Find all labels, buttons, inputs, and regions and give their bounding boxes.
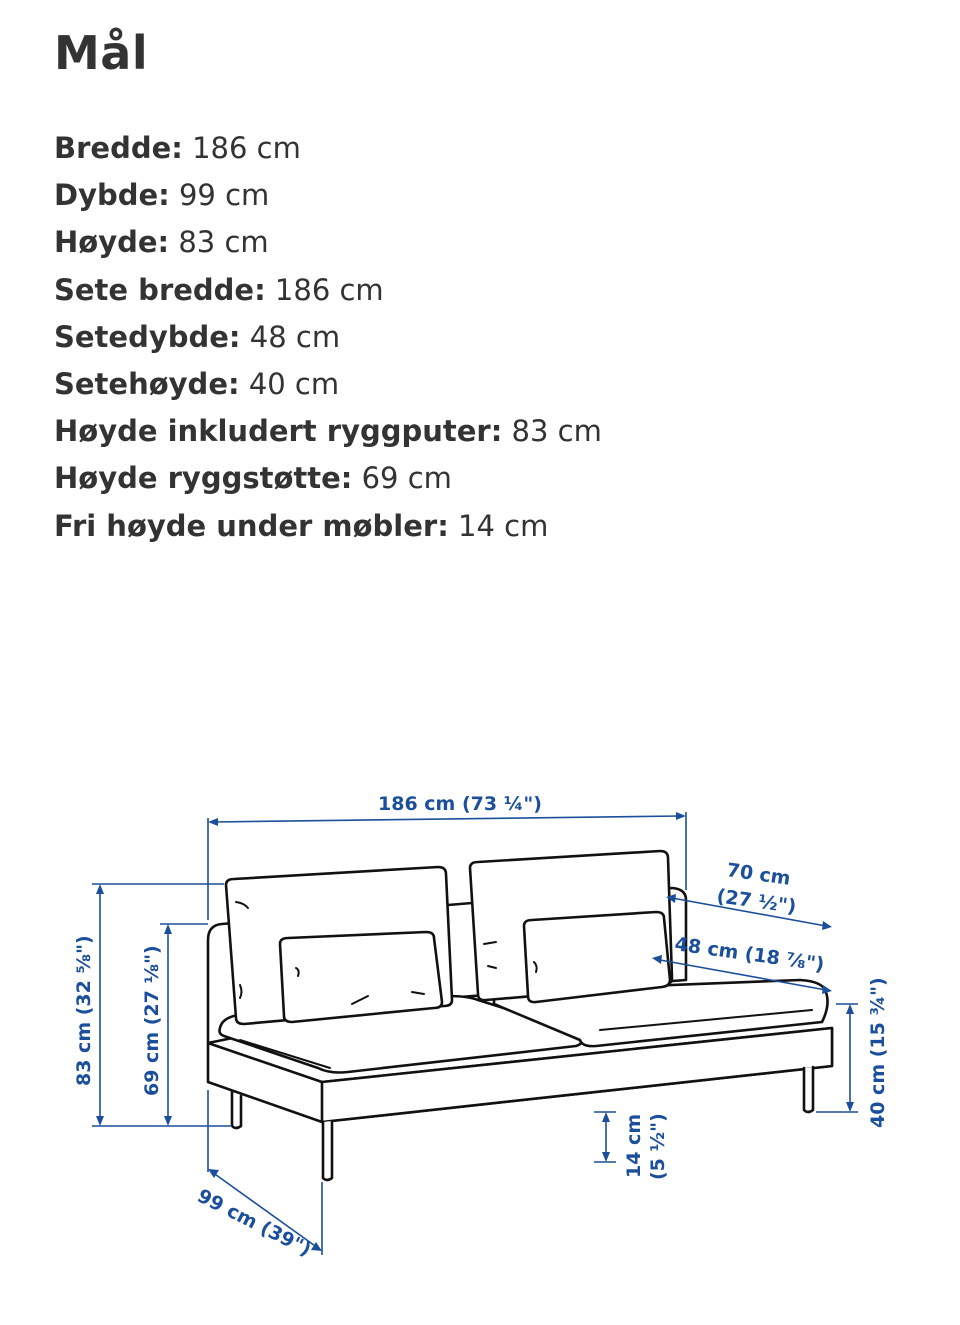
dim-height-total-label: 83 cm (32 ⅝") (73, 935, 95, 1086)
sofa-leg-front-right (804, 1067, 813, 1112)
spec-row-seat-depth (54, 317, 602, 364)
sofa-leg-front-left (323, 1121, 332, 1180)
spec-label: Bredde: (54, 131, 183, 165)
arrow-icon (602, 1152, 610, 1162)
spec-value: 83 cm (511, 414, 602, 449)
arrow-icon (602, 1112, 610, 1122)
page-title: Mål (54, 26, 149, 80)
spec-value: 83 cm (178, 225, 269, 260)
spec-value: 40 cm (248, 366, 340, 401)
arrow-icon (96, 884, 104, 894)
spec-label: Fri høyde under møbler: (54, 508, 449, 543)
dimensions-list (54, 128, 602, 553)
spec-label: Høyde: (54, 225, 170, 260)
width-dimension-line (214, 816, 680, 822)
spec-row-depth (54, 175, 602, 222)
spec-row-seat-height (54, 364, 602, 411)
arrow-icon (208, 818, 218, 826)
arrow-icon (846, 1102, 854, 1112)
sofa-dimension-diagram (0, 760, 960, 1300)
dim-depth-total-label: 99 cm (39") (193, 1184, 315, 1261)
arrow-icon (164, 924, 172, 934)
spec-label: Dybde: (54, 178, 170, 213)
arrow-icon (96, 1116, 104, 1126)
spec-label: Sete bredde: (54, 272, 266, 307)
spec-value: 69 cm (361, 461, 452, 496)
spec-row-seat-width (54, 270, 602, 317)
dim-height-back-label: 69 cm (27 ⅛") (141, 945, 163, 1096)
spec-value: 48 cm (249, 319, 341, 354)
arrow-icon (822, 921, 832, 930)
spec-row-width (54, 128, 602, 175)
dim-seat-height-label: 40 cm (15 ¾") (867, 977, 889, 1128)
spec-value: 186 cm (192, 131, 301, 165)
spec-value: 99 cm (178, 178, 270, 213)
dim-armrest-depth-cm: 70 cm (725, 859, 792, 890)
spec-row-height (54, 222, 602, 269)
sofa-pillow-left (280, 932, 442, 1022)
sofa-pillow-right (524, 912, 670, 1002)
spec-row-clearance (54, 506, 602, 553)
spec-label: Høyde ryggstøtte: (54, 461, 353, 496)
spec-row-height-incl-cushions (54, 411, 602, 458)
arrow-icon (164, 1116, 172, 1126)
spec-value: 186 cm (274, 272, 384, 307)
dim-clearance-in: (5 ½") (647, 1113, 669, 1180)
arrow-icon (676, 812, 686, 820)
dim-armrest-depth-in: (27 ½") (715, 885, 798, 919)
spec-label: Setehøyde: (54, 366, 240, 401)
spec-value: 14 cm (458, 508, 549, 543)
dim-seat-depth-label: 48 cm (18 ⅞") (673, 933, 826, 976)
spec-row-backrest-height (54, 458, 602, 505)
dim-width-label: 186 cm (73 ¼") (378, 793, 542, 815)
dim-clearance-cm: 14 cm (623, 1113, 645, 1178)
arrow-icon (846, 1004, 854, 1014)
sofa-leg-back-left (232, 1092, 241, 1128)
spec-label: Høyde inkludert ryggputer: (54, 414, 503, 449)
spec-label: Setedybde: (54, 319, 241, 354)
